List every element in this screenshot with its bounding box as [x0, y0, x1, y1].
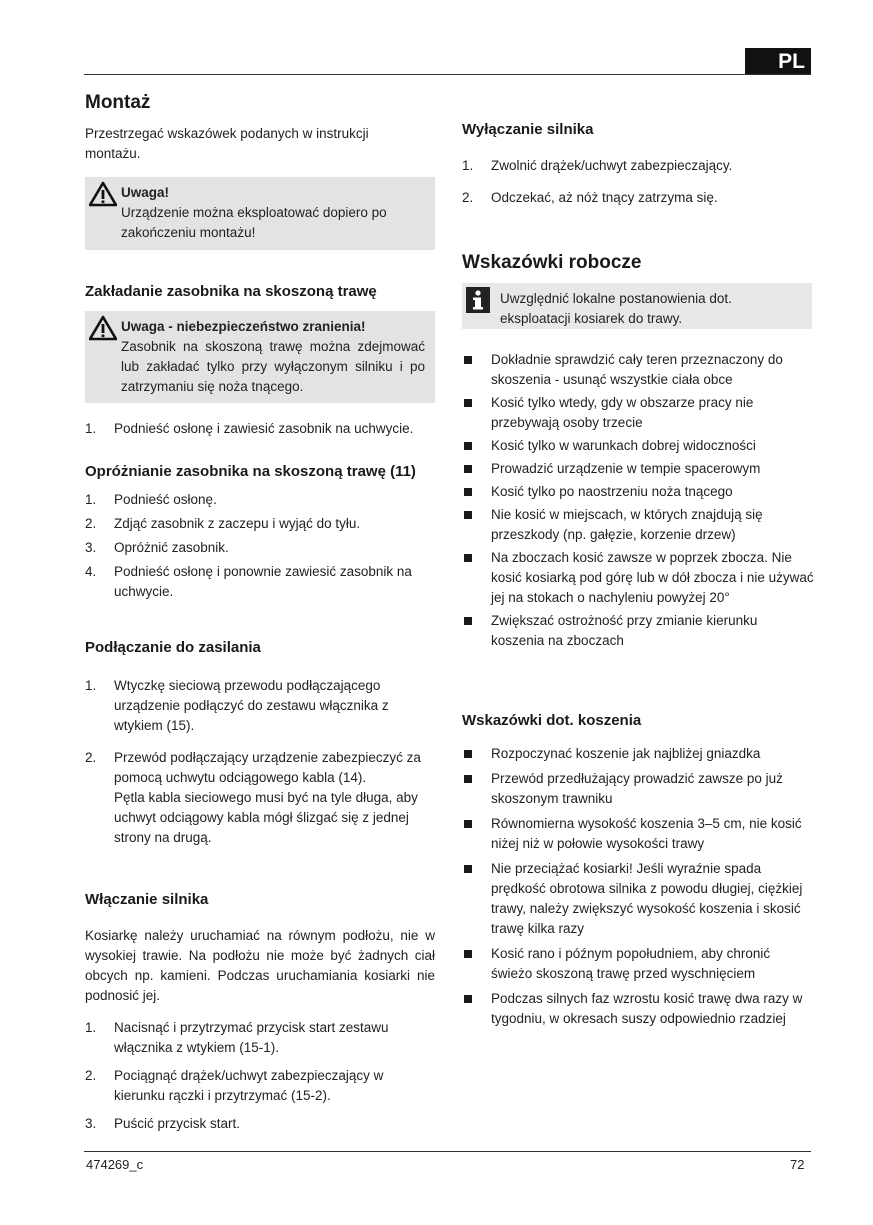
warning-box-injury — [85, 311, 435, 403]
list-item: Kosić rano i późnym popołudniem, aby chronić świeżo skoszoną trawę przed wyschnięciem — [462, 944, 809, 984]
oproznianie-steps — [85, 490, 425, 602]
wskazowki-heading: Wskazówki robocze — [462, 252, 642, 273]
list-item: 3. Opróżnić zasobnik. — [85, 540, 229, 555]
list-item: 1. Wtyczkę sieciową przewodu podłączającego urządzenie podłączyć do zestawu włącznika z wtykiem (15). — [85, 678, 389, 733]
warning-triangle-icon — [89, 181, 117, 207]
list-item: 4. Podnieść osłonę i ponownie zawiesić zasobnik na uchwycie. — [85, 564, 412, 599]
list-item: Na zboczach kosić zawsze w poprzek zbocza. Nie kosić kosiarką pod górę lub w dół zbocza i nie używać jej na stokach o nachyleniu powyżej 20° — [462, 548, 821, 608]
info-box — [462, 283, 812, 329]
list-item: Równomierna wysokość koszenia 3–5 cm, nie kosić niżej niż w połowie wysokości trawy — [462, 814, 812, 854]
language-badge: PL — [745, 48, 811, 75]
wylaczanie-steps — [462, 156, 812, 208]
koszenie-heading: Wskazówki dot. koszenia — [462, 712, 642, 729]
warning-text: Zasobnik na skoszoną trawę można zdejmować lub zakładać tylko przy wyłączonym silniku i po zatrzymaniu się noża tnącego. — [121, 339, 425, 394]
list-item: Zwiększać ostrożność przy zmianie kierunku koszenia na zboczach — [462, 611, 812, 651]
list-item: Kosić tylko wtedy, gdy w obszarze pracy nie przebywają osoby trzecie — [462, 393, 811, 433]
list-item: Rozpoczynać koszenie jak najbliżej gniazdka — [462, 744, 812, 764]
warning-title: Uwaga - niebezpieczeństwo zranienia! — [121, 319, 366, 334]
wlaczanie-heading: Włączanie silnika — [85, 891, 209, 908]
list-item: 2. Pociągnąć drążek/uchwyt zabezpieczający w kierunku rączki i przytrzymać (15-2). — [85, 1068, 384, 1103]
zakladanie-heading: Zakładanie zasobnika na skoszoną trawę — [85, 283, 377, 300]
footer-rule — [84, 1151, 811, 1152]
list-item: 1. Zwolnić drążek/uchwyt zabezpieczający. — [462, 158, 733, 173]
podlaczanie-heading: Podłączanie do zasilania — [85, 639, 261, 656]
list-item: Nie przeciążać kosiarki! Jeśli wyraźnie spada prędkość obrotowa silnika z powodu długiej, ciężkiej trawy, należy zwiększyć wysokość koszenia i skosić trawę kilka razy — [462, 859, 812, 939]
list-item: 2. Zdjąć zasobnik z zaczepu i wyjąć do tyłu. — [85, 516, 361, 531]
list-item: 1. Nacisnąć i przytrzymać przycisk start zestawu włącznika z wtykiem (15-1). — [85, 1020, 389, 1055]
list-item: Kosić tylko w warunkach dobrej widoczności — [462, 436, 812, 456]
list-item: Dokładnie sprawdzić cały teren przeznaczony do skoszenia - usunąć wszystkie ciała obce — [462, 350, 801, 390]
list-item: Kosić tylko po naostrzeniu noża tnącego — [462, 482, 812, 502]
list-item: 1. Podnieść osłonę i zawiesić zasobnik na uchwycie. — [85, 421, 414, 436]
page-number: 72 — [790, 1157, 805, 1172]
list-item: Nie kosić w miejscach, w których znajdują się przeszkody (np. gałęzie, korzenie drzew) — [462, 505, 809, 545]
info-text: Uwzględnić lokalne postanowienia dot. eksploatacji kosiarek do trawy. — [500, 291, 732, 326]
list-item: Podczas silnych faz wzrostu kosić trawę dwa razy w tygodniu, w okresach suszy odpowiednio rzadziej — [462, 989, 812, 1029]
koszenie-bullets — [462, 744, 812, 1029]
oproznianie-heading: Opróżnianie zasobnika na skoszoną trawę (11) — [85, 463, 416, 480]
montaz-heading: Montaż — [85, 92, 151, 113]
list-item: Prowadzić urządzenie w tempie spacerowym — [462, 459, 812, 479]
wlaczanie-steps — [85, 1018, 415, 1134]
list-item: 2. Przewód podłączający urządzenie zabezpieczyć za pomocą uchwytu odciągowego kabla (14). Pętla kabla sieciowego musi być na tyle długa, aby uchwyt odciągowy kabla mógł ślizgać się z jednej strony na drugą. — [85, 750, 421, 845]
warning-box-assembly — [85, 177, 435, 250]
list-item: 3. Puścić przycisk start. — [85, 1116, 241, 1131]
info-icon — [466, 287, 490, 313]
list-item: Przewód przedłużający prowadzić zawsze po już skoszonym trawniku — [462, 769, 811, 809]
document-id: 474269_c — [86, 1157, 144, 1172]
list-item: 1. Podnieść osłonę. — [85, 492, 217, 507]
list-item: 2. Odczekać, aż nóż tnący zatrzyma się. — [462, 190, 718, 205]
warning-text: Urządzenie można eksploatować dopiero po zakończeniu montażu! — [121, 205, 387, 240]
wylaczanie-heading: Wyłączanie silnika — [462, 121, 594, 138]
podlaczanie-steps — [85, 676, 435, 848]
wlaczanie-text: Kosiarkę należy uruchamiać na równym podłożu, nie w wysokiej trawie. Na podłożu nie może być żadnych ciał obcych np. kamieni. Podczas uruchamiania kosiarki nie podnosić jej. — [85, 928, 435, 1003]
montaz-text: Przestrzegać wskazówek podanych w instrukcji montażu. — [85, 126, 369, 161]
warning-title: Uwaga! — [121, 185, 170, 200]
header-rule — [84, 74, 811, 75]
warning-triangle-icon — [89, 315, 117, 341]
wskazowki-bullets — [462, 350, 812, 651]
zakladanie-steps — [85, 419, 435, 439]
